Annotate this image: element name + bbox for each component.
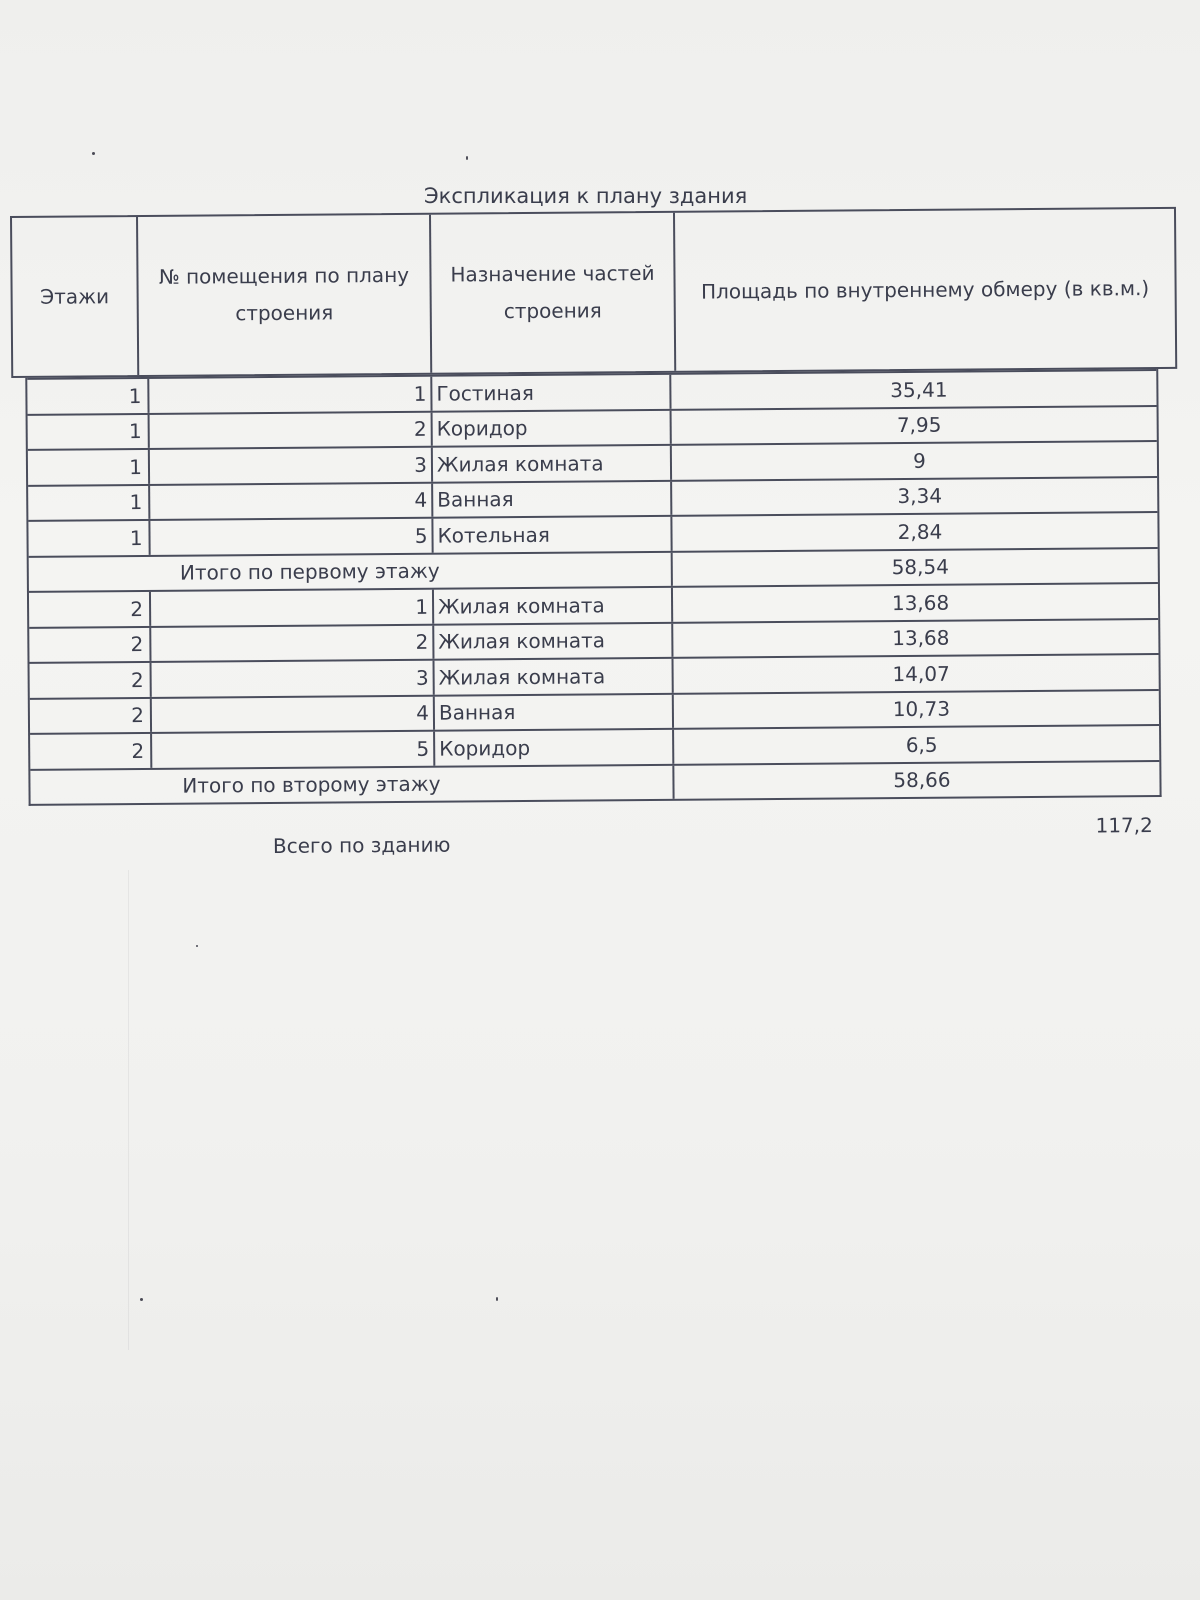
cell-area: 10,73 (892, 696, 951, 722)
cell-floor: 2 (30, 734, 152, 768)
cell-floor: 2 (30, 663, 152, 697)
paper-speck (496, 1297, 498, 1301)
cell-area: 13,68 (892, 625, 950, 651)
subtotal-area: 58,66 (893, 767, 951, 793)
cell-purpose: Жилая комната (433, 446, 672, 481)
header-area: Площадь по внутреннему обмеру (в кв.м.) (700, 275, 1150, 304)
subtotal-area: 58,54 (891, 554, 950, 580)
grand-total-value: 117,2 (1095, 813, 1153, 838)
subtotal-label: Итого по второму этажу (30, 765, 674, 804)
paper-speck (466, 156, 468, 160)
cell-area: 6,5 (905, 732, 938, 757)
explication-table (10, 207, 1183, 858)
cell-floor: 1 (28, 485, 150, 519)
cell-area: 9 (912, 448, 926, 473)
cell-area: 7,95 (896, 412, 942, 438)
cell-area: 35,41 (890, 377, 948, 402)
table-header (10, 207, 1177, 378)
grand-total (15, 813, 1175, 866)
paper-crease (128, 870, 129, 1350)
cell-area: 13,68 (891, 590, 950, 615)
cell-room-number: 1 (151, 590, 434, 626)
cell-room-number: 4 (152, 696, 435, 732)
cell-room-number: 5 (152, 732, 435, 768)
cell-purpose: Гостиная (432, 375, 671, 410)
cell-area: 2,84 (897, 519, 943, 544)
cell-room-number: 1 (149, 377, 432, 413)
cell-floor: 1 (28, 414, 150, 448)
cell-room-number: 5 (150, 519, 433, 555)
cell-floor: 1 (28, 521, 150, 555)
grand-total-label: Всего по зданию (272, 832, 451, 858)
cell-purpose: Коридор (435, 730, 674, 765)
cell-purpose: Котельная (433, 517, 672, 552)
cell-purpose: Ванная (435, 694, 674, 729)
table-body (25, 369, 1161, 806)
cell-purpose: Жилая комната (434, 588, 673, 623)
paper-speck (196, 945, 198, 947)
paper-speck (92, 152, 95, 155)
cell-room-number: 3 (150, 448, 433, 484)
cell-area: 3,34 (897, 483, 943, 509)
cell-floor: 2 (29, 627, 151, 661)
cell-room-number: 4 (150, 483, 433, 519)
cell-purpose: Коридор (433, 410, 672, 445)
document-title: Экспликация к плану здания (424, 184, 748, 208)
cell-purpose: Жилая комната (435, 659, 674, 694)
cell-floor: 2 (30, 698, 152, 732)
cell-floor: 2 (29, 592, 151, 626)
paper-speck (140, 1298, 143, 1301)
subtotal-label: Итого по первому этажу (29, 552, 673, 591)
cell-room-number: 2 (151, 625, 434, 661)
cell-floor: 1 (27, 379, 149, 413)
cell-room-number: 3 (152, 661, 435, 697)
header-floor: Этажи (12, 217, 139, 376)
header-room-number: № помещения по плану строения (138, 215, 432, 375)
header-purpose: Назначение частей строения (431, 213, 676, 373)
cell-purpose: Ванная (433, 481, 672, 516)
cell-room-number: 2 (150, 412, 433, 448)
cell-purpose: Жилая комната (434, 623, 673, 658)
cell-floor: 1 (28, 450, 150, 484)
cell-area: 14,07 (892, 661, 950, 686)
